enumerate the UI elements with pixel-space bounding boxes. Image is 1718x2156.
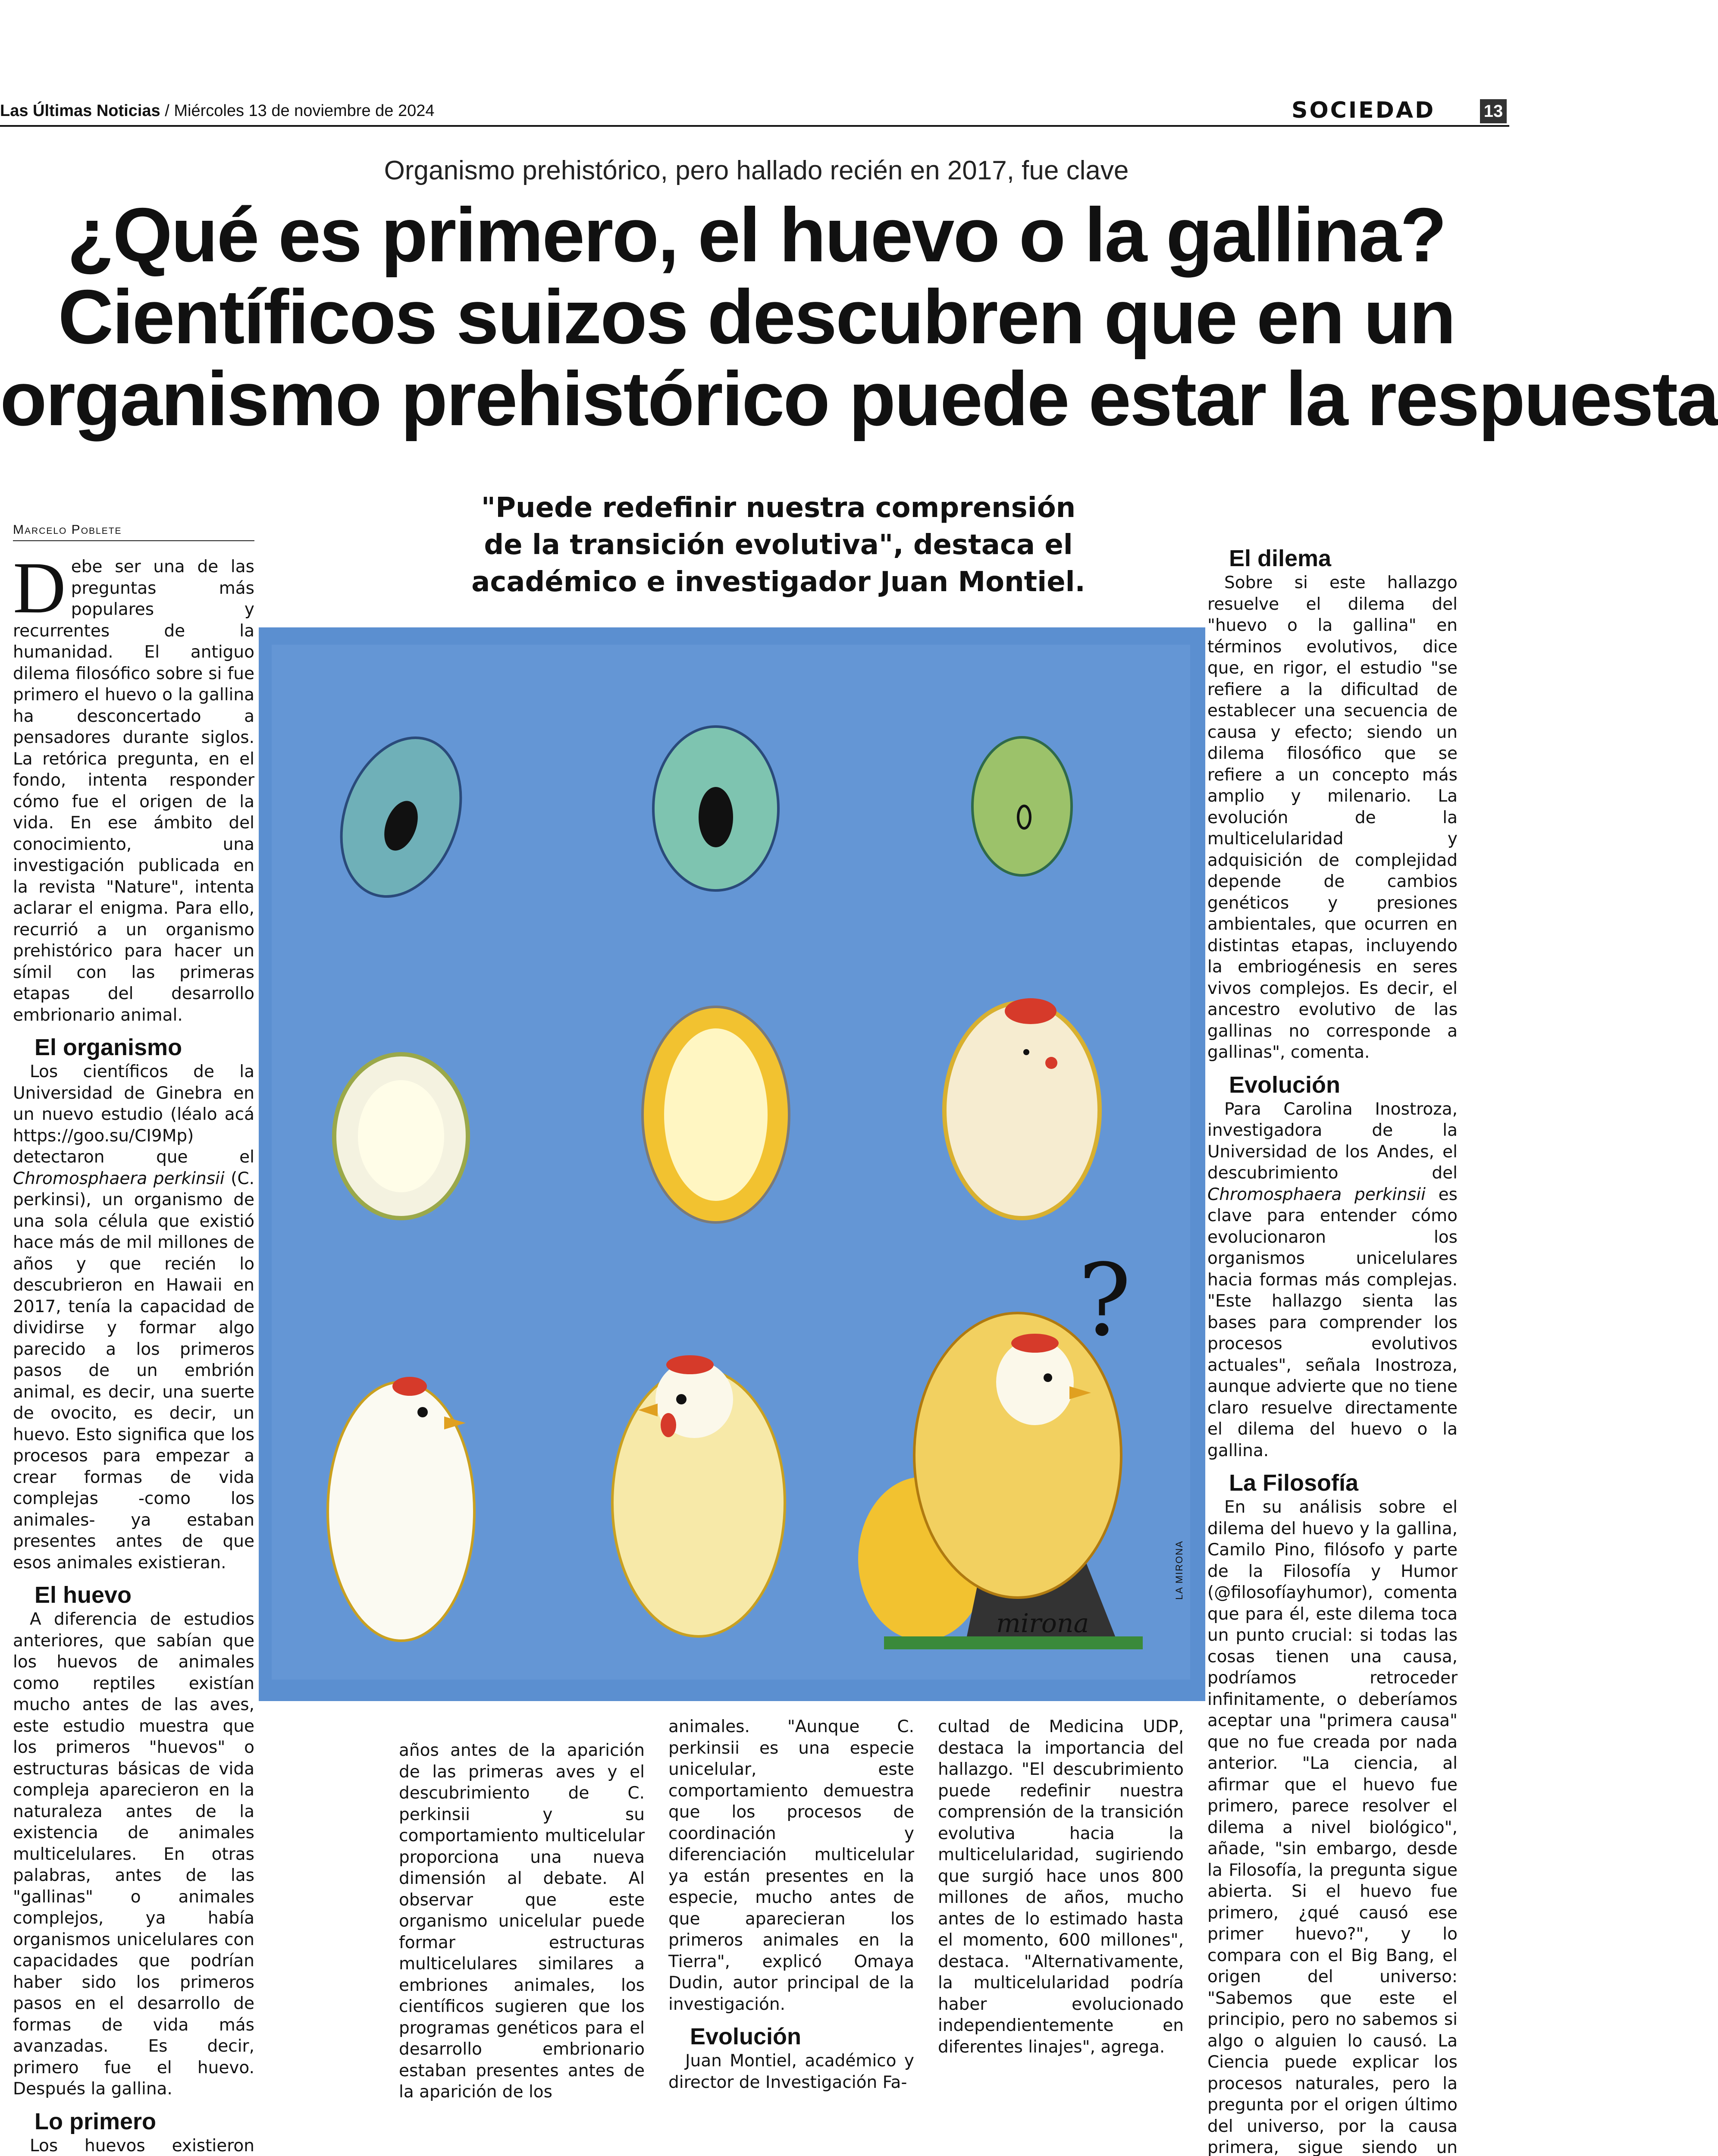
publication-name: Las Últimas Noticias [0,102,160,120]
article-column-3 [668,1716,914,2093]
article-column-5 [1207,537,1458,2156]
paragraph-evolucion-1a: Juan Montiel, académico y director de Investigación Fa- [668,2050,914,2093]
subhead-el-huevo: El huevo [34,1583,254,1607]
page-number: 13 [1480,99,1507,123]
cell-icon [653,727,778,890]
egg-hatching-icon [944,998,1100,1218]
artist-signature: mirona [996,1608,1089,1639]
paragraph-lo-primero-3: animales. "Aunque C. perkinsii es una especie unicelular, este comportamiento demuestra que los procesos de coordinación y diferenciación multicelular ya están presentes en la especie, mucho antes de que aparecieran los primeros animales en la Tierra", explicó Omaya Dudin, autor principal de la investigación. [668,1716,914,2015]
article-column-2 [399,1740,645,2103]
paragraph-evolucion-2: Para Carolina Inostroza, investigadora de la Universidad de los Andes, el descubrimiento del Chromosphaera perkinsii es clave para entender cómo evolucionaron los organismos unicelulares hacia formas más complejas. "Este hallazgo sienta las bases para comprender los procesos evolutivos actuales", señala Inostroza, aunque advierte que no tiene claro resuelve directamente el dilema del huevo o la gallina. [1207,1099,1458,1462]
subhead-el-dilema: El dilema [1229,546,1458,570]
subhead-la-filosofia: La Filosofía [1229,1471,1458,1495]
paragraph-organismo: Los científicos de la Universidad de Ginebra en un nuevo estudio (léalo acá https://goo.su/CI9Mp) detectaron que el Chromosphaera perkinsii (C. perkinsi), un organismo de una sola célula que existió hace más de mil millones de años y que recién lo descubrieron en Hawaii en 2017, tenía la capacidad de dividirse y formar algo parecido a los primeros pasos de un embrión animal, es decir, una suerte de ovocito, es decir, un huevo. Esto significa que los procesos para empezar a crear formas de vida complejas -como los animales- ya estaban presentes antes de que esos animales existieran. [13,1061,254,1573]
egg-icon [643,1007,789,1222]
subhead-el-organismo: El organismo [34,1035,254,1059]
subhead-lo-primero: Lo primero [34,2109,254,2134]
kicker: Organismo prehistórico, pero hallado recién en 2017, fue clave [0,155,1513,186]
paragraph-huevo: A diferencia de estudios anteriores, que sabían que los huevos de animales como reptiles existían mucho antes de las aves, este estudio muestra que los primeros "huevos" o estructuras básicas de vida compleja aparecieron en la naturaleza antes de la existencia de animales multicelulares. En otras palabras, antes de las "gallinas" o animales complejos, ya había organismos unicelulares con capacidades que podrían haber sido los primeros pasos en el desarrollo de formas de vida más avanzadas. Es decir, primero fue el huevo. Después la gallina. [13,1609,254,2100]
byline-rule [13,540,254,541]
paragraph-evolucion-1b: cultad de Medicina UDP, destaca la importancia del hallazgo. "El descubrimiento puede redefinir nuestra comprensión de la transición evolutiva hacia la multicelularidad, sugiriendo que surgió hace unos 800 millones de años, mucho antes de lo estimado hasta el momento, 600 millones", destaca. "Alternativamente, la multicelularidad podría haber evolucionado independientemente en diferentes linajes", agrega. [938,1716,1184,2058]
headline-line-2: Científicos suizos descubren que en un [0,276,1513,358]
masthead [0,102,435,120]
paragraph-lo-primero-1: Los huevos existieron [13,2135,254,2156]
egg-icon [334,1054,468,1218]
paragraph-filosofia: En su análisis sobre el dilema del huevo y la gallina, Camilo Pino, filósofo y parte de la Filosofía y Humor (@filosofíayhumor), comenta que para él, este dilema toca un punto crucial: si todas las cosas tienen una causa, podríamos retroceder infinitamente, o deberíamos aceptar una "primera causa" que no fue creada por nada anterior. "La ciencia, al afirmar que el huevo fue primero, parece resolver el dilema a nivel biológico", añade, "sin embargo, desde la Filosofía, la pregunta sigue abierta. Si el huevo fue primero, ¿qué causó ese primer huevo?", y lo compara con el Big Bang, el origen del universo: "Sabemos que este el principio, pero no sabemos si algo o alguien lo causó. La Ciencia puede explicar los procesos naturales, pero la pregunta por el origen último del universo, por la causa primera, sigue siendo un [1207,1497,1458,2156]
header-separator: / [165,102,169,120]
section-label: SOCIEDAD [1292,97,1435,123]
article-column-1 [13,556,254,2156]
headline [0,194,1513,440]
pull-quote: "Puede redefinir nuestra comprensión de la transición evolutiva", destaca el académico e investigador Juan Montiel. [470,489,1087,601]
header-rule [0,125,1509,127]
headline-line-3: organismo prehistórico puede estar la respuesta [0,358,1513,440]
egg-chicken-illustration [259,627,1205,1701]
byline: Marcelo Poblete [13,523,122,537]
question-mark: ? [1078,1243,1131,1358]
intro-paragraph: Debe ser una de las preguntas más populares y recurrentes de la humanidad. El antiguo dilema filosófico sobre si fue primero el huevo o la gallina ha desconcertado a pensadores durante siglos. La retórica pregunta, en el fondo, intenta responder cómo fue el origen de la vida. En ese ámbito del conocimiento, una investigación publicada en la revista "Nature", intenta aclarar el enigma. Para ello, recurrió a un organismo prehistórico para hacer un símil con las primeras etapas del desarrollo embrionario animal. [13,556,254,1026]
article-column-4 [938,1716,1184,2058]
illustration-credit: LA MIRONA [1174,1540,1185,1600]
headline-line-1: ¿Qué es primero, el huevo o la gallina? [0,194,1513,276]
paragraph-dilema: Sobre si este hallazgo resuelve el dilema del "huevo o la gallina" en términos evolutivos, dice que, en rigor, el estudio "se refiere a la dificultad de establecer una secuencia de causa y efecto; siendo un dilema filosófico que se refiere a un concepto más amplio y milenario. La evolución de la multicelularidad y adquisición de complejidad depende de cambios genéticos y presiones ambientales, que ocurren en distintas etapas, incluyendo la embriogénesis en seres vivos complejos. Es decir, el ancestro evolutivo de las gallinas no corresponde a gallinas", comenta. [1207,572,1458,1063]
issue-date: Miércoles 13 de noviembre de 2024 [174,102,434,120]
cell-icon [972,737,1072,875]
paragraph-lo-primero-2: años antes de la aparición de las primeras aves y el descubrimiento de C. perkinsii y su comportamiento multicelular proporciona una nueva dimensión al debate. Al observar que este organismo unicelular puede formar estructuras multicelulares similares a embriones animales, los científicos sugieren que los programas genéticos para el desarrollo embrionario estaban presentes antes de la aparición de los [399,1740,645,2103]
subhead-evolucion-2: Evolución [1229,1073,1458,1097]
drop-cap: D [13,559,66,617]
subhead-evolucion-1: Evolución [690,2024,914,2049]
